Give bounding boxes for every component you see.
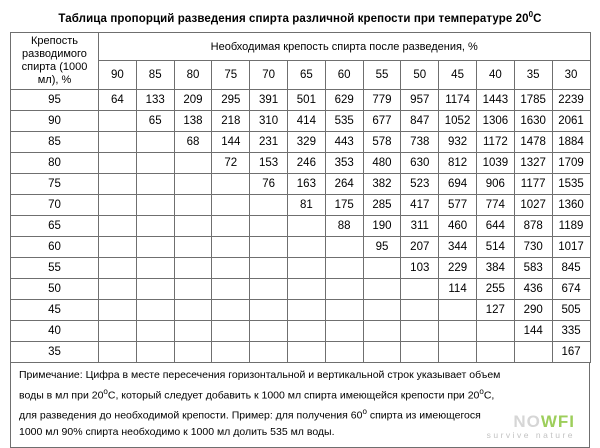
table-cell: 523: [401, 173, 439, 194]
table-cell-empty: [250, 278, 288, 299]
table-cell-empty: [287, 299, 325, 320]
table-cell-empty: [401, 299, 439, 320]
table-cell: 535: [325, 110, 363, 131]
table-cell-empty: [363, 320, 401, 341]
table-cell: 779: [363, 89, 401, 110]
table-cell: 514: [476, 236, 514, 257]
table-cell-empty: [99, 215, 137, 236]
table-cell-empty: [136, 257, 174, 278]
page-title-suffix: С: [533, 12, 542, 25]
table-note: [10, 363, 590, 448]
table-cell-empty: [99, 278, 137, 299]
table-cell-empty: [99, 194, 137, 215]
table-cell: 1535: [552, 173, 590, 194]
table-cell-empty: [325, 257, 363, 278]
table-cell-empty: [136, 194, 174, 215]
page-title-text: Таблица пропорций разведения спирта различной крепости при температуре 20: [58, 12, 529, 25]
table-cell: 1360: [552, 194, 590, 215]
table-cell-empty: [401, 320, 439, 341]
note-line-2-deg1: о: [103, 386, 108, 396]
table-cell-empty: [287, 236, 325, 257]
table-cell: 175: [325, 194, 363, 215]
table-row: [11, 320, 591, 341]
table-cell-empty: [439, 299, 477, 320]
table-cell: 417: [401, 194, 439, 215]
table-row-header: 45: [11, 299, 99, 320]
table-column-header: 90: [99, 61, 137, 90]
table-span-header: Необходимая крепость спирта после разведения, %: [99, 32, 591, 61]
table-column-header: 70: [250, 61, 288, 90]
table-row-header: 60: [11, 236, 99, 257]
table-cell-empty: [136, 236, 174, 257]
table-cell-empty: [287, 257, 325, 278]
note-line-3-b: спирта из имеющегося: [366, 409, 481, 422]
table-cell-empty: [439, 320, 477, 341]
table-cell: 285: [363, 194, 401, 215]
table-cell-empty: [99, 257, 137, 278]
table-row: [11, 215, 591, 236]
table-column-header: 65: [287, 61, 325, 90]
table-cell: 95: [363, 236, 401, 257]
table-cell: 103: [401, 257, 439, 278]
table-cell-empty: [136, 173, 174, 194]
table-cell: 335: [552, 320, 590, 341]
table-cell-empty: [136, 278, 174, 299]
table-cell: 64: [99, 89, 137, 110]
table-cell-empty: [174, 194, 212, 215]
table-cell: 264: [325, 173, 363, 194]
table-cell-empty: [212, 299, 250, 320]
table-cell: 1174: [439, 89, 477, 110]
table-cell-empty: [287, 320, 325, 341]
table-row: [11, 236, 591, 257]
table-cell: 1177: [514, 173, 552, 194]
table-column-header: 35: [514, 61, 552, 90]
table-cell-empty: [325, 278, 363, 299]
table-cell-empty: [250, 215, 288, 236]
table-cell: 295: [212, 89, 250, 110]
note-line-1: [19, 368, 581, 383]
note-line-2-b: С, который следует добавить к 1000 мл спирта имеющейся крепости при 20: [107, 389, 480, 402]
table-cell-empty: [136, 320, 174, 341]
table-cell: 382: [363, 173, 401, 194]
table-cell-empty: [136, 215, 174, 236]
table-cell: 1443: [476, 89, 514, 110]
table-cell: 674: [552, 278, 590, 299]
table-cell-empty: [514, 341, 552, 362]
table-column-header: 60: [325, 61, 363, 90]
table-cell-empty: [136, 152, 174, 173]
table-cell: 246: [287, 152, 325, 173]
page-title: [10, 10, 590, 25]
table-cell: 2061: [552, 110, 590, 131]
table-cell-empty: [325, 320, 363, 341]
table-cell: 414: [287, 110, 325, 131]
table-cell: 144: [212, 131, 250, 152]
note-line-4-text: 1000 мл 90% спирта необходимо к 1000 мл долить 535 мл воды.: [19, 425, 335, 438]
table-cell-empty: [174, 278, 212, 299]
table-cell-empty: [250, 320, 288, 341]
table-cell: 353: [325, 152, 363, 173]
table-cell-empty: [476, 320, 514, 341]
table-cell: 72: [212, 152, 250, 173]
table-column-header: 50: [401, 61, 439, 90]
table-cell: 190: [363, 215, 401, 236]
table-cell: 310: [250, 110, 288, 131]
table-column-header: 80: [174, 61, 212, 90]
table-cell: 957: [401, 89, 439, 110]
table-cell: 391: [250, 89, 288, 110]
table-cell-empty: [99, 236, 137, 257]
table-cell: 578: [363, 131, 401, 152]
table-cell-empty: [174, 257, 212, 278]
table-cell-empty: [363, 257, 401, 278]
table-row: [11, 173, 591, 194]
table-row: [11, 341, 591, 362]
table-cell: 577: [439, 194, 477, 215]
table-row: [11, 152, 591, 173]
table-cell: 1478: [514, 131, 552, 152]
dilution-table: [10, 32, 591, 363]
table-cell-empty: [99, 152, 137, 173]
table-column-header: 40: [476, 61, 514, 90]
table-row-header: 55: [11, 257, 99, 278]
table-cell: 133: [136, 89, 174, 110]
table-cell: 774: [476, 194, 514, 215]
table-cell-empty: [136, 131, 174, 152]
table-cell: 1027: [514, 194, 552, 215]
table-cell-empty: [212, 320, 250, 341]
table-cell-empty: [212, 173, 250, 194]
table-cell-empty: [287, 278, 325, 299]
table-cell: 1327: [514, 152, 552, 173]
watermark-tagline: survive nature: [486, 429, 575, 440]
table-cell-empty: [250, 236, 288, 257]
table-cell-empty: [174, 236, 212, 257]
table-cell: 1172: [476, 131, 514, 152]
table-cell-empty: [99, 341, 137, 362]
note-line-3-deg: о: [362, 407, 367, 417]
table-cell: 443: [325, 131, 363, 152]
table-cell-empty: [212, 278, 250, 299]
table-cell: 344: [439, 236, 477, 257]
table-cell: 845: [552, 257, 590, 278]
table-cell: 127: [476, 299, 514, 320]
table-cell: 878: [514, 215, 552, 236]
table-cell: 1039: [476, 152, 514, 173]
table-row-header: 40: [11, 320, 99, 341]
table-cell: 255: [476, 278, 514, 299]
table-cell-empty: [212, 215, 250, 236]
table-cell: 1709: [552, 152, 590, 173]
table-cell-empty: [325, 341, 363, 362]
table-cell: 76: [250, 173, 288, 194]
table-cell: 329: [287, 131, 325, 152]
note-line-1-text: Примечание: Цифра в месте пересечения горизонтальной и вертикальной строк указывает объем: [19, 368, 501, 381]
table-column-header: 75: [212, 61, 250, 90]
table-cell-empty: [174, 152, 212, 173]
table-cell: 677: [363, 110, 401, 131]
table-cell: 436: [514, 278, 552, 299]
table-cell: 144: [514, 320, 552, 341]
table-cell: 290: [514, 299, 552, 320]
table-cell: 384: [476, 257, 514, 278]
watermark-logo-left: NO: [513, 411, 541, 431]
table-cell-empty: [99, 320, 137, 341]
note-line-2: [19, 384, 581, 404]
table-cell: 163: [287, 173, 325, 194]
table-cell-empty: [401, 278, 439, 299]
table-cell-empty: [212, 194, 250, 215]
table-row-header: 75: [11, 173, 99, 194]
table-row-header: 80: [11, 152, 99, 173]
table-cell: 505: [552, 299, 590, 320]
table-cell: 1189: [552, 215, 590, 236]
table-cell-empty: [212, 341, 250, 362]
table-cell: 629: [325, 89, 363, 110]
table-cell: 460: [439, 215, 477, 236]
table-cell-empty: [212, 236, 250, 257]
table-cell-empty: [174, 173, 212, 194]
table-cell: 207: [401, 236, 439, 257]
table-cell: 1017: [552, 236, 590, 257]
table-corner-header: Крепость разводимого спирта (1000 мл), %: [11, 32, 99, 89]
table-cell-empty: [212, 257, 250, 278]
table-cell: 229: [439, 257, 477, 278]
table-cell: 231: [250, 131, 288, 152]
table-cell: 65: [136, 110, 174, 131]
table-cell-empty: [136, 341, 174, 362]
table-cell-empty: [136, 299, 174, 320]
table-cell: 932: [439, 131, 477, 152]
table-row-header: 95: [11, 89, 99, 110]
table-cell: 167: [552, 341, 590, 362]
table-cell: 730: [514, 236, 552, 257]
note-line-2-a: воды в мл при 20: [19, 389, 104, 402]
table-row-header: 35: [11, 341, 99, 362]
table-row-header: 85: [11, 131, 99, 152]
table-cell: 812: [439, 152, 477, 173]
note-line-3: [19, 404, 581, 424]
table-cell: 1306: [476, 110, 514, 131]
table-cell: 218: [212, 110, 250, 131]
table-cell: 209: [174, 89, 212, 110]
table-cell: 1630: [514, 110, 552, 131]
note-line-2-c: С,: [483, 389, 495, 402]
table-column-header: 45: [439, 61, 477, 90]
table-cell-empty: [325, 299, 363, 320]
table-row: [11, 299, 591, 320]
table-cell-empty: [174, 215, 212, 236]
note-line-3-a: для разведения до необходимой крепости. Пример: для получения 60: [19, 409, 363, 422]
table-cell: 583: [514, 257, 552, 278]
table-cell-empty: [401, 341, 439, 362]
table-header-row-1: [11, 32, 591, 61]
table-cell-empty: [99, 110, 137, 131]
table-cell: 1785: [514, 89, 552, 110]
table-cell-empty: [287, 215, 325, 236]
table-row-header: 70: [11, 194, 99, 215]
table-cell: 88: [325, 215, 363, 236]
table-column-header: 85: [136, 61, 174, 90]
table-row-header: 65: [11, 215, 99, 236]
table-cell: 501: [287, 89, 325, 110]
table-cell-empty: [99, 131, 137, 152]
table-cell-empty: [439, 341, 477, 362]
table-cell-empty: [250, 299, 288, 320]
table-column-header: 55: [363, 61, 401, 90]
note-line-4: [19, 425, 581, 440]
table-row-header: 90: [11, 110, 99, 131]
table-cell-empty: [287, 341, 325, 362]
note-line-2-deg2: о: [479, 386, 484, 396]
table-cell-empty: [174, 299, 212, 320]
table-cell-empty: [250, 257, 288, 278]
table-cell: 694: [439, 173, 477, 194]
table-cell-empty: [174, 320, 212, 341]
table-cell-empty: [363, 341, 401, 362]
table-row-header: 50: [11, 278, 99, 299]
table-cell: 153: [250, 152, 288, 173]
table-cell-empty: [476, 341, 514, 362]
table-cell: 311: [401, 215, 439, 236]
table-cell: 81: [287, 194, 325, 215]
table-cell-empty: [99, 173, 137, 194]
table-cell: 114: [439, 278, 477, 299]
table-row: [11, 257, 591, 278]
table-cell-empty: [99, 299, 137, 320]
table-cell: 644: [476, 215, 514, 236]
table-cell: 480: [363, 152, 401, 173]
table-cell: 138: [174, 110, 212, 131]
table-cell: 847: [401, 110, 439, 131]
table-cell: 630: [401, 152, 439, 173]
table-cell-empty: [174, 341, 212, 362]
table-cell: 906: [476, 173, 514, 194]
table-cell-empty: [363, 278, 401, 299]
table-cell: 1052: [439, 110, 477, 131]
table-cell: 738: [401, 131, 439, 152]
watermark-logo-right: WFI: [540, 411, 575, 431]
table-row: [11, 278, 591, 299]
table-cell-empty: [363, 299, 401, 320]
table-cell: 68: [174, 131, 212, 152]
page-title-degree: 0: [528, 10, 534, 19]
table-cell: 2239: [552, 89, 590, 110]
table-cell-empty: [325, 236, 363, 257]
table-cell-empty: [250, 341, 288, 362]
table-row: [11, 131, 591, 152]
table-column-header: 30: [552, 61, 590, 90]
table-row: [11, 194, 591, 215]
table-cell: 1884: [552, 131, 590, 152]
table-cell-empty: [250, 194, 288, 215]
table-row: [11, 89, 591, 110]
table-row: [11, 110, 591, 131]
